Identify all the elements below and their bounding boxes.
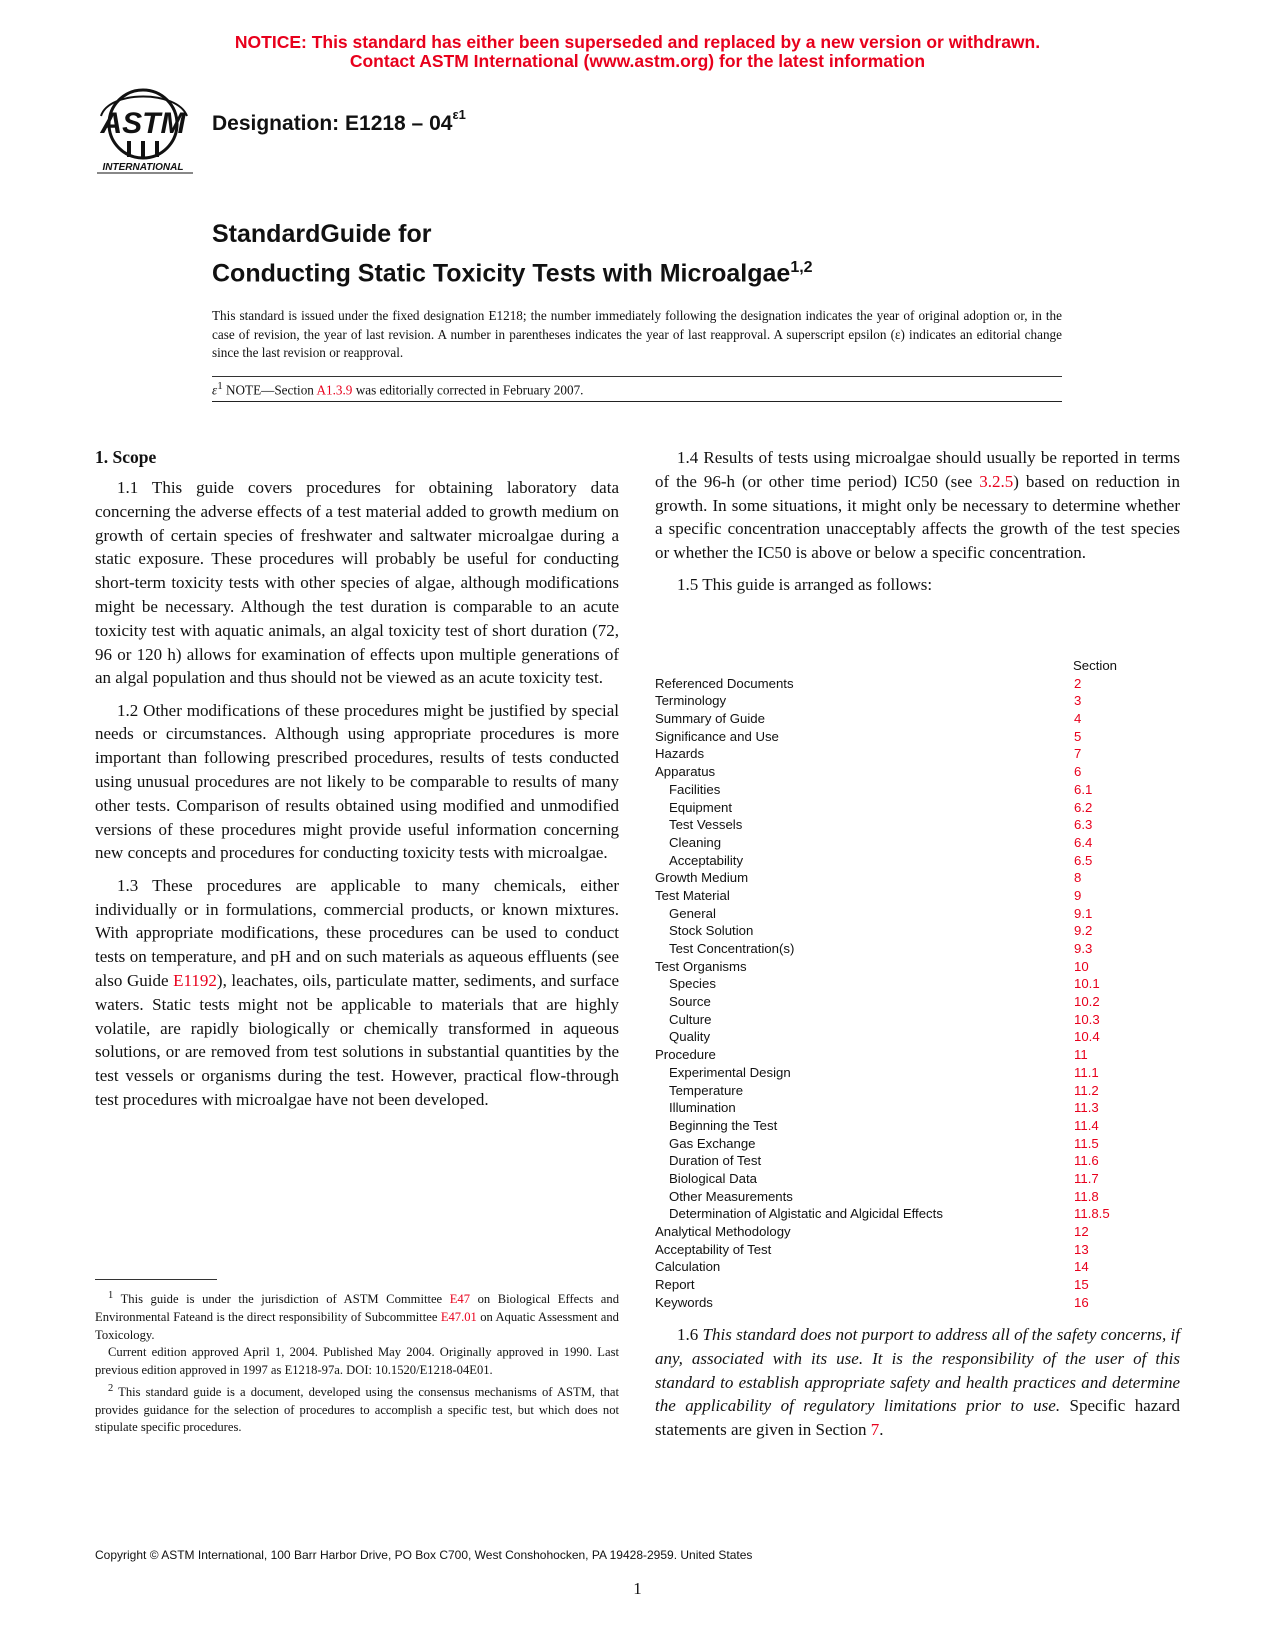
paragraph-text: ), leachates, oils, particulate matter, sediments, and surface waters. Static tests might not be applicable to materials that are highly volatile, are rapidly biologically or chemically transformed in aqueous solutions, or are removed from test solutions in substantial quantities by the test vessels or organisms during the test. However, practical flow-through test procedures with microalgae have not been developed. — [95, 970, 619, 1109]
toc-label: Test Material — [655, 887, 730, 903]
toc-label: Growth Medium — [655, 870, 749, 886]
paragraph-text: Specific hazard statements are given in Section — [655, 1396, 1180, 1440]
toc-row — [655, 710, 1180, 728]
toc-section-link[interactable]: 3 — [1074, 693, 1082, 709]
toc-section-link[interactable]: 11.1 — [1074, 1064, 1099, 1080]
toc-row — [655, 993, 1180, 1011]
toc-label: Apparatus — [655, 764, 716, 780]
paragraph-number: 1.6 — [677, 1325, 703, 1344]
designation-label: Designation: E1218 – 04 — [212, 112, 453, 135]
toc-row — [655, 1276, 1180, 1294]
toc-label: Calculation — [655, 1259, 721, 1275]
toc-row — [655, 1099, 1180, 1117]
toc-row — [655, 869, 1180, 887]
toc-label: Facilities — [669, 781, 721, 797]
toc-section-link[interactable]: 11.2 — [1074, 1082, 1099, 1098]
toc-label: Report — [655, 1277, 695, 1293]
toc-label: Hazards — [655, 746, 705, 762]
paragraph-1-5: 1.5 This guide is arranged as follows: — [677, 575, 933, 595]
paragraph-1-2: 1.2 Other modifications of these procedures might be justified by special needs or circumstances. Although using appropriate procedures is more important than following prescribed procedures, results of tests conducted using unusual procedures are not likely to be comparable to results of many other tests. Comparison of results obtained using modified and unmodified versions of these procedures might provide useful information concerning new concepts and procedures for conducting toxicity tests with microalgae. — [95, 700, 619, 863]
toc-section-link[interactable]: 11.3 — [1074, 1100, 1099, 1116]
toc-row — [655, 1188, 1180, 1206]
toc-section-link[interactable]: 10.4 — [1074, 1029, 1100, 1045]
toc-label: Analytical Methodology — [655, 1224, 791, 1239]
toc-section-link[interactable]: 11.5 — [1074, 1135, 1099, 1151]
designation-superscript: ε1 — [452, 107, 466, 122]
editorial-note — [212, 380, 583, 398]
toc-row — [655, 1205, 1180, 1223]
toc-row — [655, 958, 1180, 976]
footnote-text: This guide is under the jurisdiction of ASTM Committee — [113, 1292, 450, 1307]
toc-row — [655, 799, 1180, 817]
note-epsilon-sup: 1 — [217, 380, 223, 392]
paragraph-text: ) based on reduction in growth. In some situations, it might only be necessary to determine whether a specific concentration unacceptably affects the growth of the test species or whether the IC50 is above or below a specific concentration. — [655, 471, 1180, 563]
section-heading-scope: 1. Scope — [95, 447, 157, 467]
toc-label: Stock Solution — [669, 923, 754, 939]
toc-row — [655, 940, 1180, 958]
toc-section-link[interactable]: 10.1 — [1074, 976, 1100, 992]
toc-section-link[interactable]: 2 — [1074, 675, 1082, 691]
toc-header-row — [655, 657, 1180, 675]
footnotes — [95, 1287, 619, 1437]
toc-section-link[interactable]: 9.3 — [1074, 941, 1093, 956]
toc-row — [655, 905, 1180, 923]
toc-row — [655, 763, 1180, 781]
toc-row — [655, 1241, 1180, 1259]
toc-row — [655, 1117, 1180, 1135]
toc-row — [655, 1258, 1180, 1276]
toc-label: Test Organisms — [655, 958, 747, 974]
toc-row — [655, 852, 1180, 870]
toc-section-link[interactable]: 15 — [1074, 1277, 1089, 1293]
toc-label: Illumination — [669, 1100, 736, 1116]
toc-row — [655, 1046, 1180, 1064]
toc-row — [655, 1028, 1180, 1046]
toc-section-link[interactable]: 11 — [1074, 1047, 1088, 1063]
toc-label: Cleaning — [669, 834, 722, 850]
toc-section-link[interactable]: 6.1 — [1074, 781, 1093, 797]
toc-row — [655, 1011, 1180, 1029]
toc-label: Other Measurements — [669, 1188, 793, 1204]
notice-line-2[interactable]: Contact ASTM International (www.astm.org) for the latest information — [349, 51, 926, 71]
footnote-1 — [95, 1287, 619, 1344]
right-column — [655, 446, 1180, 606]
paragraph-1-6-body — [655, 1323, 1180, 1442]
toc-label: Source — [669, 994, 711, 1010]
toc-label: Determination of Algistatic and Algicidal Effects — [669, 1206, 943, 1222]
toc-rows — [655, 675, 1180, 1312]
toc-section-link[interactable]: 6.4 — [1074, 834, 1093, 850]
toc-label: Significance and Use — [655, 728, 779, 744]
toc-label: Duration of Test — [669, 1153, 762, 1169]
footnote-divider — [95, 1279, 217, 1280]
toc-row — [655, 1294, 1180, 1312]
toc-section-link[interactable]: 11.7 — [1074, 1170, 1099, 1186]
withdrawal-notice — [0, 33, 1275, 71]
toc-label: General — [669, 905, 716, 921]
toc-label: Gas Exchange — [669, 1135, 756, 1151]
toc-label: Biological Data — [669, 1170, 757, 1186]
contents-table — [655, 657, 1180, 1311]
toc-section-link[interactable]: 11.8 — [1074, 1188, 1099, 1204]
footnote-marker: 1 — [108, 1290, 114, 1301]
paragraph-1-3 — [95, 874, 619, 1112]
safety-caveat: This standard does not purport to address all of the safety concerns, if any, associated with its use. It is the responsibility of the user of this standard to establish appropriate safety and health practices and determine the applicability of regulatory limitations prior to use. — [655, 1325, 1180, 1416]
paragraph-1-1: 1.1 This guide covers procedures for obtaining laboratory data concerning the adverse effects of a test material added to growth medium on growth of certain species of freshwater and saltwater microalgae during a static exposure. These procedures will probably be useful for conducting short-term toxicity tests with other species of algae, although modifications might be necessary. Although the test duration is comparable to an acute toxicity test with aquatic animals, an algal toxicity test of short duration (72, 96 or 120 h) allows for examination of effects upon multiple generations of an algal population and thus should not be viewed as an acute toxicity test. — [95, 478, 619, 688]
divider — [212, 376, 1062, 377]
logo-subtitle: INTERNATIONAL — [102, 162, 184, 173]
toc-row — [655, 1223, 1180, 1241]
toc-section-link[interactable]: 6 — [1074, 764, 1082, 780]
page-title — [212, 218, 813, 290]
left-column — [95, 446, 619, 1120]
toc-label: Referenced Documents — [655, 675, 794, 691]
toc-row — [655, 975, 1180, 993]
paragraph-1-4 — [655, 446, 1180, 565]
toc-row — [655, 1135, 1180, 1153]
toc-row — [655, 887, 1180, 905]
toc-section-link[interactable]: 9.1 — [1074, 905, 1093, 921]
toc-label: Species — [669, 976, 716, 992]
toc-section-link[interactable]: 6.3 — [1074, 817, 1093, 833]
footnote-text: on Biological Effects and Environmental Fateand is the direct responsibility of Subcommittee — [95, 1292, 619, 1324]
toc-section-link[interactable]: 10.2 — [1074, 994, 1100, 1010]
toc-section-link[interactable]: 10 — [1074, 958, 1089, 974]
copyright-footer: Copyright © ASTM International, 100 Barr Harbor Drive, PO Box C700, West Conshohocken, PA 19428-2959. United States — [95, 1548, 753, 1562]
paragraph-text: 1.4 Results of tests using microalgae should usually be reported in terms of the 96-h (or other time period) IC50 (see — [655, 448, 1180, 491]
toc-row — [655, 728, 1180, 746]
toc-row — [655, 1170, 1180, 1188]
issuance-statement: This standard is issued under the fixed designation E1218; the number immediately following the designation indicates the year of original adoption or, in the case of revision, the year of last revision. A number in parentheses indicates the year of last reapproval. A superscript epsilon (ε) indicates an editorial change since the last revision or reapproval. — [212, 308, 1062, 360]
toc-section-link[interactable]: 8 — [1074, 870, 1082, 886]
toc-section-link[interactable]: 11.6 — [1074, 1153, 1099, 1169]
toc-row — [655, 922, 1180, 940]
toc-section-link[interactable]: 10.3 — [1074, 1011, 1100, 1027]
toc-row — [655, 834, 1180, 852]
toc-section-link[interactable]: 6.5 — [1074, 852, 1093, 868]
toc-section-link[interactable]: 9 — [1074, 887, 1082, 903]
toc-section-link[interactable]: 11.8.5 — [1074, 1206, 1110, 1222]
toc-section-link[interactable]: 4 — [1074, 711, 1082, 727]
divider — [212, 401, 1062, 402]
toc-header: Section — [1073, 658, 1117, 673]
toc-row — [655, 675, 1180, 693]
toc-label: Culture — [669, 1011, 712, 1027]
toc-row — [655, 745, 1180, 763]
toc-label: Acceptability of Test — [655, 1241, 772, 1257]
toc-label: Keywords — [655, 1294, 713, 1310]
footnote-2 — [95, 1380, 619, 1437]
designation — [212, 107, 466, 136]
toc-section-link[interactable]: 14 — [1074, 1259, 1089, 1275]
toc-label: Terminology — [655, 693, 727, 709]
notice-line-1: NOTICE: This standard has either been superseded and replaced by a new version or withdrawn. — [234, 32, 1041, 52]
toc-section-link[interactable]: 11.4 — [1074, 1117, 1099, 1133]
title-line-1: StandardGuide for — [212, 220, 432, 248]
toc-row — [655, 692, 1180, 710]
toc-section-link[interactable]: 13 — [1074, 1241, 1089, 1257]
toc-label: Test Vessels — [669, 817, 743, 833]
paragraph-1-6 — [655, 1323, 1180, 1442]
note-epsilon: ε — [212, 382, 218, 398]
toc-section-link[interactable]: 12 — [1074, 1224, 1089, 1239]
guide-e1192-link[interactable]: E1192 — [173, 970, 217, 990]
toc-section-link[interactable]: 7 — [1074, 746, 1082, 762]
toc-section-link[interactable]: 5 — [1074, 728, 1082, 744]
toc-row — [655, 781, 1180, 799]
logo-letters: ASTM — [100, 107, 186, 140]
toc-label: Equipment — [669, 799, 733, 815]
footnote-marker: 2 — [108, 1382, 114, 1394]
committee-e47-link[interactable]: E47 — [449, 1292, 471, 1307]
page-number: 1 — [633, 1579, 642, 1598]
toc-row — [655, 816, 1180, 834]
toc-label: Beginning the Test — [669, 1117, 778, 1133]
footnote-text: This standard guide is a document, developed using the consensus mechanisms of ASTM, that provides guidance for the selection of procedures to accomplish a specific test, but which does not stipulate specific procedures. — [95, 1384, 619, 1435]
toc-label: Summary of Guide — [655, 711, 765, 727]
toc-section-link[interactable]: 6.2 — [1074, 799, 1093, 815]
subcommittee-e47-01-link[interactable]: E47.01 — [440, 1309, 477, 1324]
footnote-edition: Current edition approved April 1, 2004. Published May 2004. Originally approved in 1990. Last previous edition approved in 1997 as E1218-97a. DOI: 10.1520/E1218-04E01. — [95, 1345, 619, 1377]
toc-section-link[interactable]: 16 — [1074, 1294, 1089, 1310]
toc-label: Test Concentration(s) — [669, 941, 795, 956]
title-superscript: 1,2 — [790, 259, 813, 276]
toc-label: Experimental Design — [669, 1064, 791, 1080]
paragraph-text: . — [879, 1420, 884, 1440]
toc-row — [655, 1082, 1180, 1100]
toc-label: Quality — [669, 1029, 711, 1045]
toc-row — [655, 1152, 1180, 1170]
toc-row — [655, 1064, 1180, 1082]
toc-label: Temperature — [669, 1082, 744, 1098]
note-section-link[interactable]: A1.3.9 — [316, 382, 353, 398]
toc-label: Procedure — [655, 1047, 716, 1063]
section-7-link[interactable]: 7 — [870, 1420, 880, 1440]
toc-section-link[interactable]: 9.2 — [1074, 923, 1093, 939]
astm-logo-icon — [95, 86, 199, 176]
note-text: NOTE—Section — [222, 382, 317, 398]
footnote-text: on Aquatic Assessment and Toxicology. — [95, 1309, 619, 1342]
title-line-2: Conducting Static Toxicity Tests with Microalgae — [212, 259, 791, 288]
paragraph-text: 1.3 These procedures are applicable to many chemicals, either individually or in formulations, commercial products, or known mixtures. With appropriate modifications, these procedures can be used to conduct tests on temperature, and pH and on such materials as aqueous effluents (see also Guide — [95, 875, 619, 990]
note-text-end: was editorially corrected in February 2007. — [352, 382, 584, 398]
section-3-2-5-link[interactable]: 3.2.5 — [979, 471, 1014, 491]
toc-label: Acceptability — [669, 852, 744, 868]
